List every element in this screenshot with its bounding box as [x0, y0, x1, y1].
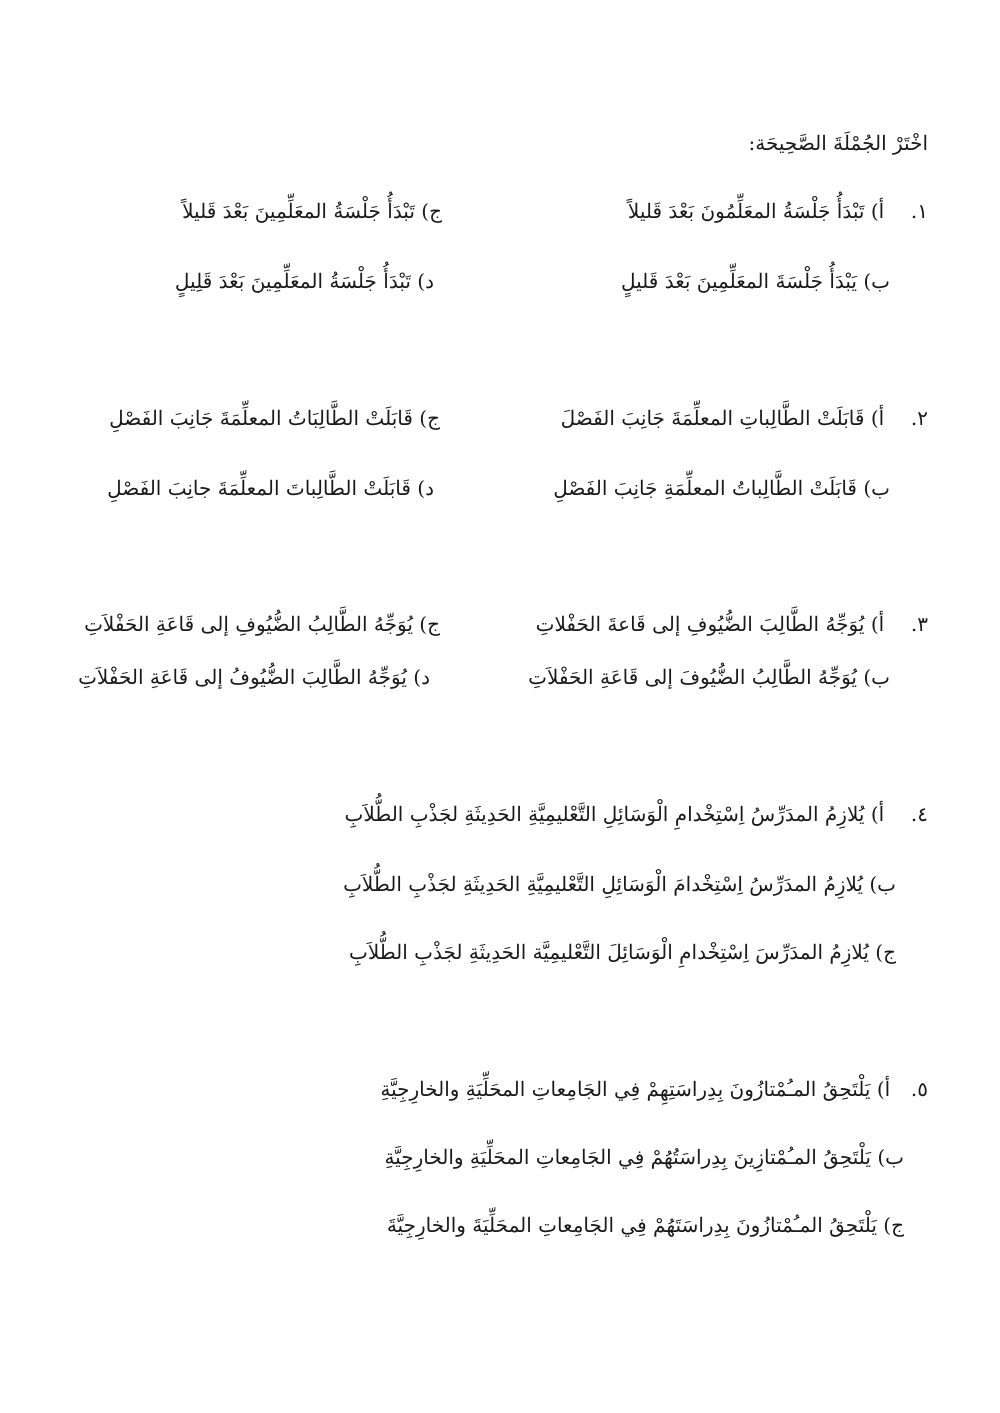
question-1-option-b: [621, 266, 890, 296]
option-label: د): [417, 269, 434, 293]
option-text: يَلْتَحِقُ المـُمْتازِينَ بِدِراسَتُهُمْ فِي الجَامِعاتِ المحَلِّيَةِ والخارِجِيَّةِ: [384, 1145, 871, 1169]
question-number: ١.: [910, 199, 928, 223]
option-label: أ): [876, 1077, 891, 1101]
option-text: يَبْدَأُ جَلْسَةَ المعَلِّمِينَ بَعْدَ قَليلٍ: [620, 269, 857, 293]
option-label: أ): [870, 406, 885, 430]
option-text: يَلْتَحِقُ المـُمْتازُونَ بِدِراسَتَهُمْ فِي الجَامِعاتِ المحَلِّيَةَ والخارِجِيَّةَ: [386, 1213, 877, 1237]
question-1-option-d: [175, 266, 434, 296]
question-number: ٤.: [910, 802, 928, 826]
option-text: يَلْتَحِقُ المـُمْتازُونَ بِدِراسَتِهِمْ فِي الجَامِعاتِ المحَلِّيَةِ والخارِجِيَّةِ: [380, 1077, 871, 1101]
option-text: يُلازِمُ المدَرِّسُ اِسْتِخْدامَ الْوَسَائِلِ التَّعْليمِيَّةِ الحَدِيثَةِ لجَذْبِ الطُّلاَبِ: [343, 872, 863, 896]
option-label: ب): [863, 665, 890, 689]
option-label: ج): [421, 199, 442, 223]
option-text: يُلازِمُ المدَرِّسُ اِسْتِخْدامِ الْوَسَائِلِ التَّعْليمِيَّةِ الحَدِيثَةِ لجَذْبِ الطُّلاَبِ: [344, 802, 865, 826]
question-2-option-a: [561, 403, 928, 433]
question-1-option-a: [628, 196, 928, 226]
question-4-option-c: [349, 937, 896, 967]
question-5-option-a: [380, 1074, 928, 1104]
question-number: ٣.: [910, 612, 928, 636]
question-3-option-b: [528, 662, 890, 692]
question-3-option-c: [84, 609, 440, 639]
option-text: يُوَجِّهُ الطَّالِبُ الضُّيُوفِ إلى قَاعَةِ الحَفْلاَتِ: [84, 612, 413, 636]
question-1-option-c: [182, 196, 442, 226]
option-text: تَبْدَأُ جَلْسَةُ المعَلِّمِينَ بَعْدَ قَلِيلٍ: [174, 269, 411, 293]
option-label: ج): [883, 1213, 904, 1237]
question-5-option-c: [387, 1210, 904, 1240]
option-text: يُلازِمُ المدَرِّسَ اِسْتِخْدامِ الْوَسَائِلَ التَّعْليمِيَّة الحَدِيثَةِ لجَذْبِ الطُّلاَبِ: [349, 940, 869, 964]
question-number: ٢.: [910, 406, 928, 430]
question-4-option-b: [343, 869, 896, 899]
option-label: ب): [863, 476, 890, 500]
option-text: يُوَجِّهُ الطَّالِبُ الضُّيُوفَ إلى قَاعَةِ الحَفْلاَتِ: [528, 665, 857, 689]
option-text: يُوَجِّهُ الطَّالِبَ الضُّيُوفُ إلى قَاعَةِ الحَفْلاَتِ: [78, 665, 407, 689]
question-5-option-b: [384, 1142, 904, 1172]
option-label: ج): [419, 612, 440, 636]
option-label: ج): [875, 940, 896, 964]
option-text: قَابَلَتْ الطَّالِبَاتُ المعلِّمَةَ جَانِبَ الفَصْلِ: [109, 406, 413, 430]
option-text: قَابَلَتْ الطَّالِباتَ المعلِّمَةَ جانِبَ الفَصْلِ: [107, 476, 411, 500]
option-label: ب): [869, 872, 896, 896]
option-text: يُوَجِّهُ الطَّالِبَ الضُّيُوفِ إلى قَاعةَ الحَفْلاتِ: [535, 612, 865, 636]
question-2-option-b: [553, 473, 890, 503]
option-text: تَبْدَأُ جَلْسَةُ المعَلِّمُونَ بَعْدَ قَليلاً: [627, 199, 865, 223]
option-text: تَبْدَأُ جَلْسَةُ المعَلِّمِينَ بَعْدَ قَليلاً: [182, 199, 415, 223]
option-label: ج): [419, 406, 440, 430]
question-3-option-d: [78, 662, 430, 692]
question-3-option-a: [536, 609, 928, 639]
option-label: أ): [870, 199, 885, 223]
option-text: قَابَلَتْ الطَّالِباتِ المعلِّمَةَ جَانِبَ الفَصْلَ: [560, 406, 865, 430]
question-number: ٥.: [910, 1077, 928, 1101]
question-4-option-a: [345, 799, 928, 829]
instruction-heading: اخْتَرْ الجُمْلَةَ الصَّحِيحَة:: [748, 131, 928, 155]
option-label: أ): [870, 612, 885, 636]
question-2-option-c: [109, 403, 440, 433]
option-label: ب): [877, 1145, 904, 1169]
question-2-option-d: [107, 473, 434, 503]
option-label: د): [417, 476, 434, 500]
option-label: أ): [870, 802, 885, 826]
option-text: قَابَلَتْ الطَّالِباتُ المعلِّمَةِ جَانِبَ الفَصْلِ: [553, 476, 857, 500]
option-label: ب): [863, 269, 890, 293]
option-label: د): [413, 665, 430, 689]
